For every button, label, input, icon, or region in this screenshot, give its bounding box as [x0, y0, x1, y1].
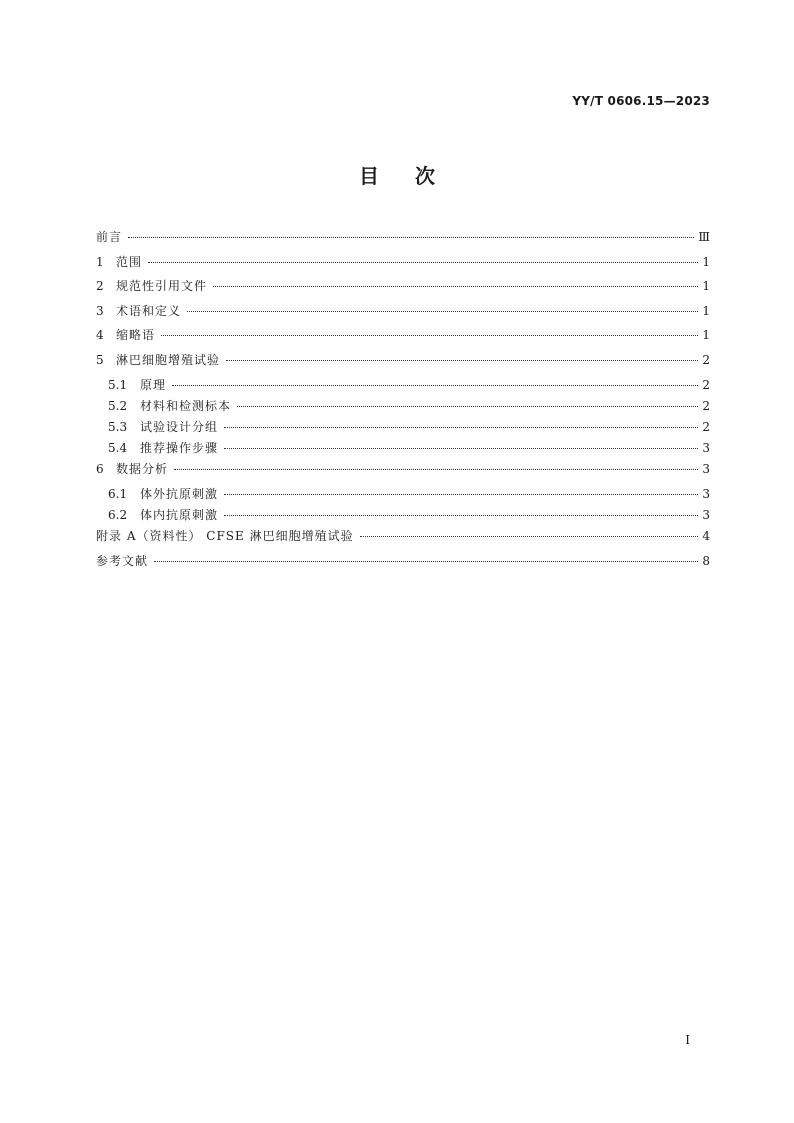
toc-entry-text: 数据分析 [116, 462, 169, 477]
toc-list [96, 227, 710, 575]
toc-leader-dots [128, 237, 694, 238]
toc-entry-page: 3 [702, 486, 710, 501]
toc-entry-text: 材料和检测标本 [140, 398, 232, 413]
toc-entry-page: 2 [702, 377, 710, 392]
toc-entry-5-4[interactable] [96, 438, 710, 459]
toc-entry-5-3[interactable] [96, 417, 710, 438]
toc-entry-4[interactable] [96, 325, 710, 350]
toc-entry-number: 5 [96, 352, 104, 367]
toc-leader-dots [213, 286, 698, 287]
toc-entry-1[interactable] [96, 252, 710, 277]
toc-leader-dots [224, 427, 698, 428]
toc-entry-number: 6 [96, 462, 104, 477]
toc-leader-dots [224, 515, 698, 516]
toc-entry-text: 缩略语 [116, 328, 156, 343]
toc-entry-bibliography[interactable] [96, 551, 710, 576]
toc-leader-dots [237, 406, 698, 407]
toc-entry-text: 淋巴细胞增殖试验 [116, 352, 221, 367]
toc-entry-page: 4 [702, 529, 710, 544]
toc-entry-annex-a[interactable] [96, 526, 710, 551]
toc-leader-dots [148, 262, 698, 263]
toc-entry-6[interactable] [96, 459, 710, 484]
toc-entry-number: 5.3 [108, 419, 128, 434]
toc-entry-page: 1 [702, 279, 710, 294]
toc-entry-number: 5.1 [108, 377, 128, 392]
toc-entry-page: 1 [702, 254, 710, 269]
toc-entry-text: 体外抗原刺激 [140, 486, 219, 501]
toc-title: 目次 [359, 164, 471, 188]
toc-entry-page: 3 [702, 441, 710, 456]
toc-entry-number: 2 [96, 279, 104, 294]
toc-entry-text: 原理 [140, 377, 167, 392]
toc-entry-3[interactable] [96, 301, 710, 326]
toc-leader-dots [172, 385, 698, 386]
toc-leader-dots [161, 335, 698, 336]
toc-entry-number: 5.4 [108, 441, 128, 456]
toc-entry-number: 6.1 [108, 486, 128, 501]
toc-entry-text: 范围 [116, 254, 143, 269]
toc-entry-text: 规范性引用文件 [116, 279, 208, 294]
toc-entry-text: 前言 [96, 230, 123, 244]
toc-entry-5-1[interactable] [96, 375, 710, 396]
toc-entry-text: 体内抗原刺激 [140, 508, 219, 523]
toc-entry-number: 4 [96, 328, 104, 343]
toc-leader-dots [360, 536, 699, 537]
standard-code: YY/T 0606.15—2023 [572, 94, 710, 108]
toc-entry-page: 2 [702, 398, 710, 413]
toc-leader-dots [174, 469, 698, 470]
toc-entry-5[interactable] [96, 350, 710, 375]
toc-entry-text: 试验设计分组 [140, 419, 219, 434]
toc-entry-page: 3 [702, 508, 710, 523]
toc-entry-page: 1 [702, 328, 710, 343]
toc-leader-dots [187, 311, 698, 312]
toc-entry-text: 术语和定义 [116, 303, 182, 318]
toc-entry-6-2[interactable] [96, 505, 710, 526]
toc-entry-text: 参考文献 [96, 553, 149, 568]
toc-entry-6-1[interactable] [96, 484, 710, 505]
toc-entry-number: 1 [96, 254, 104, 269]
toc-entry-preface[interactable] [96, 227, 710, 252]
toc-leader-dots [154, 561, 698, 562]
toc-leader-dots [224, 494, 698, 495]
toc-entry-text: 附录 A（资料性） CFSE 淋巴细胞增殖试验 [96, 529, 354, 544]
toc-entry-number: 3 [96, 303, 104, 318]
toc-entry-number: 5.2 [108, 398, 128, 413]
toc-entry-page: 3 [702, 462, 710, 477]
toc-leader-dots [226, 360, 698, 361]
toc-entry-page: 2 [702, 419, 710, 434]
toc-entry-text: 推荐操作步骤 [140, 441, 219, 456]
toc-entry-2[interactable] [96, 276, 710, 301]
toc-entry-page: Ⅲ [698, 230, 710, 244]
toc-entry-page: 2 [702, 352, 710, 367]
toc-leader-dots [224, 448, 698, 449]
toc-entry-5-2[interactable] [96, 396, 710, 417]
toc-entry-page: 8 [702, 553, 710, 568]
toc-entry-number: 6.2 [108, 508, 128, 523]
page-number: I [685, 1033, 690, 1047]
toc-entry-page: 1 [702, 303, 710, 318]
